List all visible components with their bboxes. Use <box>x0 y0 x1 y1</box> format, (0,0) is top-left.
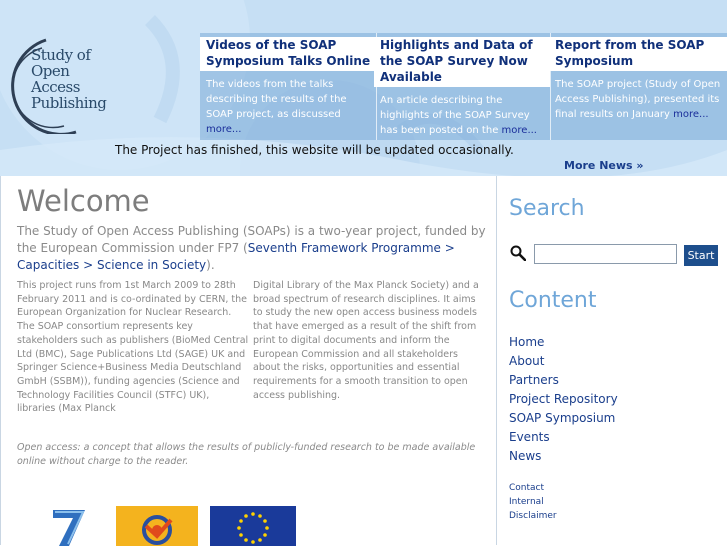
more-news-link[interactable]: More News » <box>564 159 644 172</box>
news-description-text: An article describing the highlights of the SOAP Survey has been posted on the <box>380 95 530 136</box>
news-description <box>200 77 376 137</box>
nav-item-news[interactable]: News <box>509 449 542 463</box>
body-column-left: This project runs from 1st March 2009 to 28th February 2011 and is co-ordinated by CERN, the European Organization for Nuclear Research. The SOAP consortium represents key stakeholders such as publishers (BioMed Central Ltd (BMC), Sage Publications Ltd (SAGE) UK and Springer Science+Business Media Deutschland GmbH (SSBM)), funding agencies (Science and Technology Facilities Council (STFC) UK), libraries (Max Planck <box>17 280 249 415</box>
start-search-button[interactable]: Start <box>684 245 718 266</box>
science-in-society-logo-icon[interactable] <box>116 506 198 546</box>
news-title-link[interactable]: Videos of the SOAP Symposium Talks Online <box>200 37 376 71</box>
project-notice: The Project has finished, this website will be updated occasionally. <box>115 143 514 157</box>
news-title-link[interactable]: Report from the SOAP Symposium <box>549 37 727 71</box>
news-more-link[interactable]: more... <box>206 124 242 135</box>
news-description <box>549 77 727 122</box>
eu-flag-icon[interactable] <box>210 506 296 546</box>
news-title-link[interactable]: Highlights and Data of the SOAP Survey Now Available <box>374 37 550 87</box>
search-icon <box>510 245 526 261</box>
intro-text-end: ). <box>206 258 215 272</box>
news-more-link[interactable]: more... <box>501 125 537 136</box>
news-item <box>200 33 376 140</box>
sidebar <box>497 176 727 545</box>
nav-item-internal[interactable]: Internal <box>509 497 544 507</box>
header <box>0 0 727 176</box>
nav-item-about[interactable]: About <box>509 354 545 368</box>
search-heading: Search <box>509 196 585 221</box>
news-item <box>374 33 550 140</box>
news-panel <box>200 33 727 140</box>
nav-item-partners[interactable]: Partners <box>509 373 559 387</box>
fp7-link[interactable]: Seventh Framework Programme > Capacities > Science in Society <box>17 241 455 272</box>
intro-paragraph <box>17 223 487 274</box>
news-description-text: The videos from the talks describing the results of the SOAP project, as discussed <box>206 79 347 120</box>
logo-line: Open <box>31 62 70 80</box>
main-content <box>0 176 497 545</box>
nav-item-disclaimer[interactable]: Disclaimer <box>509 511 557 521</box>
partner-logos <box>41 506 301 546</box>
news-item <box>549 33 727 140</box>
nav-item-home[interactable]: Home <box>509 335 545 349</box>
content-nav <box>509 333 618 466</box>
logo-line: Access <box>31 78 80 96</box>
news-description <box>374 93 550 138</box>
body-column-right: Digital Library of the Max Planck Society) and a broad spectrum of research disciplines. It aims to study the new open access business models that have emerged as a result of the shift from print to digital documents and inform the European Commission and all stakeholders about the risks, opportunities and essential requirements for a smooth transition to open access publishing. <box>253 280 479 401</box>
page-title: Welcome <box>17 184 150 218</box>
logo-line: Study of <box>31 46 91 64</box>
content-heading: Content <box>509 288 597 313</box>
news-description-text: The SOAP project (Study of Open Access Publishing), presented its final results on January <box>555 79 721 120</box>
logo-text[interactable] <box>31 47 106 111</box>
nav-item-project-repository[interactable]: Project Repository <box>509 392 618 406</box>
logo-line: Publishing <box>31 94 107 112</box>
nav-item-soap-symposium[interactable]: SOAP Symposium <box>509 411 616 425</box>
news-more-link[interactable]: more... <box>673 109 709 120</box>
open-access-definition: Open access: a concept that allows the results of publicly-funded research to be made available online without charge to the reader. <box>17 442 476 467</box>
search-input[interactable] <box>534 244 677 264</box>
nav-item-contact[interactable]: Contact <box>509 483 545 493</box>
footer-nav <box>509 481 557 523</box>
nav-item-events[interactable]: Events <box>509 430 550 444</box>
fp7-logo-icon[interactable] <box>41 506 101 546</box>
intro-text: The Study of Open Access Publishing (SOAPs) is a two-year project, funded by the European Commission under FP7 ( <box>17 224 486 255</box>
